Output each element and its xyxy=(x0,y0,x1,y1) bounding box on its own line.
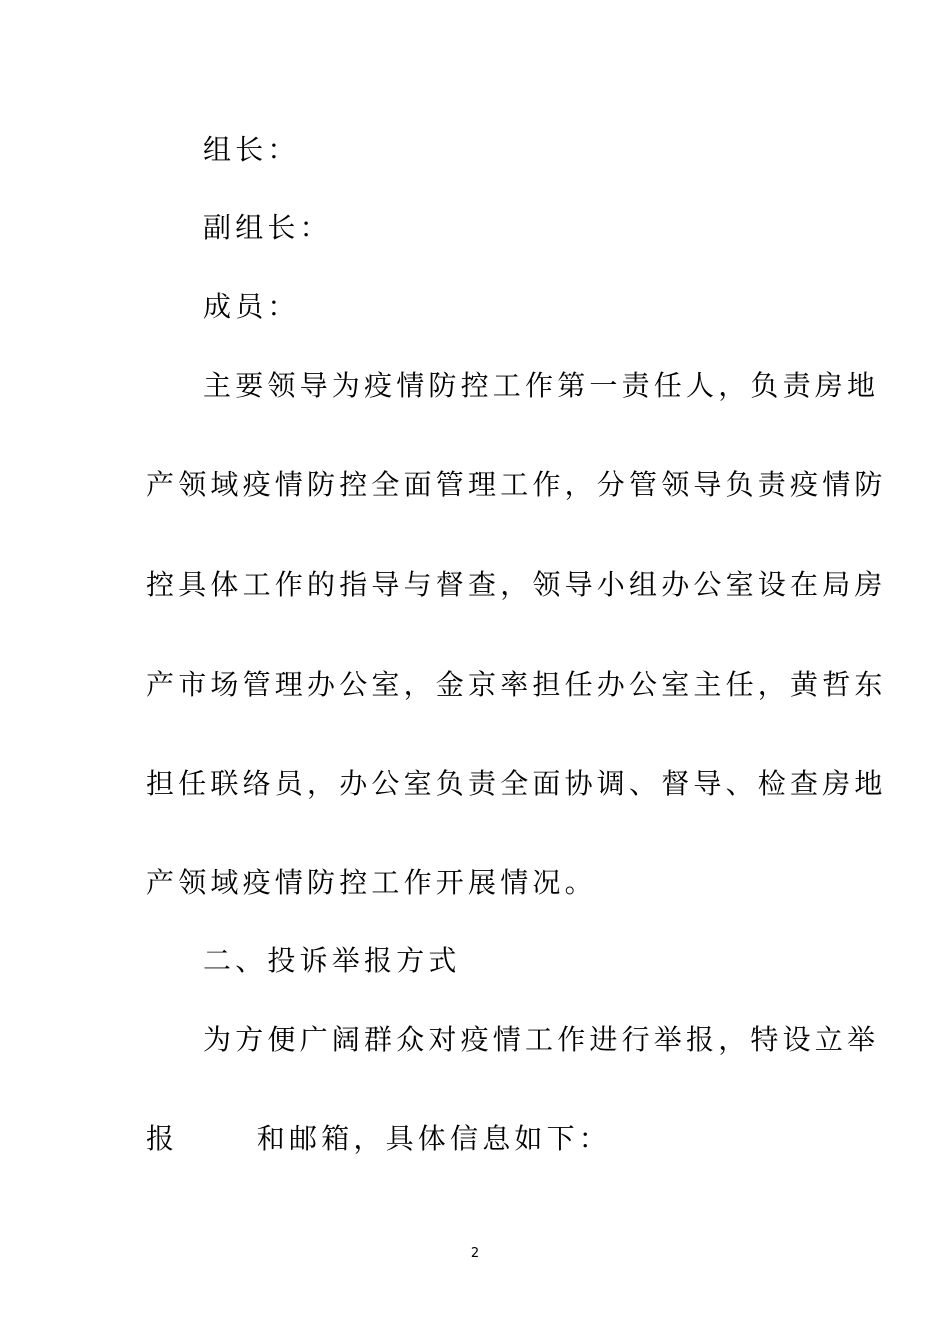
deputy-group-leader-label: 副组长： xyxy=(203,211,332,244)
responsibility-paragraph-line-2: 产领域疫情防控全面管理工作，分管领导负责疫情防 xyxy=(146,468,887,501)
complaint-paragraph-line-2: 报 和邮箱，具体信息如下： xyxy=(146,1122,612,1155)
responsibility-paragraph-line-3: 控具体工作的指导与督查，领导小组办公室设在局房 xyxy=(146,568,887,601)
responsibility-paragraph-line-5: 担任联络员，办公室负责全面协调、督导、检查房地 xyxy=(146,767,887,800)
responsibility-paragraph-line-4: 产市场管理办公室，金京率担任办公室主任，黄哲东 xyxy=(146,668,887,701)
group-leader-label: 组长： xyxy=(203,133,300,166)
section-heading-complaint-report: 二、投诉举报方式 xyxy=(203,944,461,977)
complaint-paragraph-line-1: 为方便广阔群众对疫情工作进行举报，特设立举 xyxy=(203,1023,880,1056)
members-label: 成员： xyxy=(203,290,300,323)
responsibility-paragraph-line-6: 产领域疫情防控工作开展情况。 xyxy=(146,866,597,899)
responsibility-paragraph-line-1: 主要领导为疫情防控工作第一责任人，负责房地 xyxy=(203,369,880,402)
page-number: 2 xyxy=(470,1246,480,1261)
